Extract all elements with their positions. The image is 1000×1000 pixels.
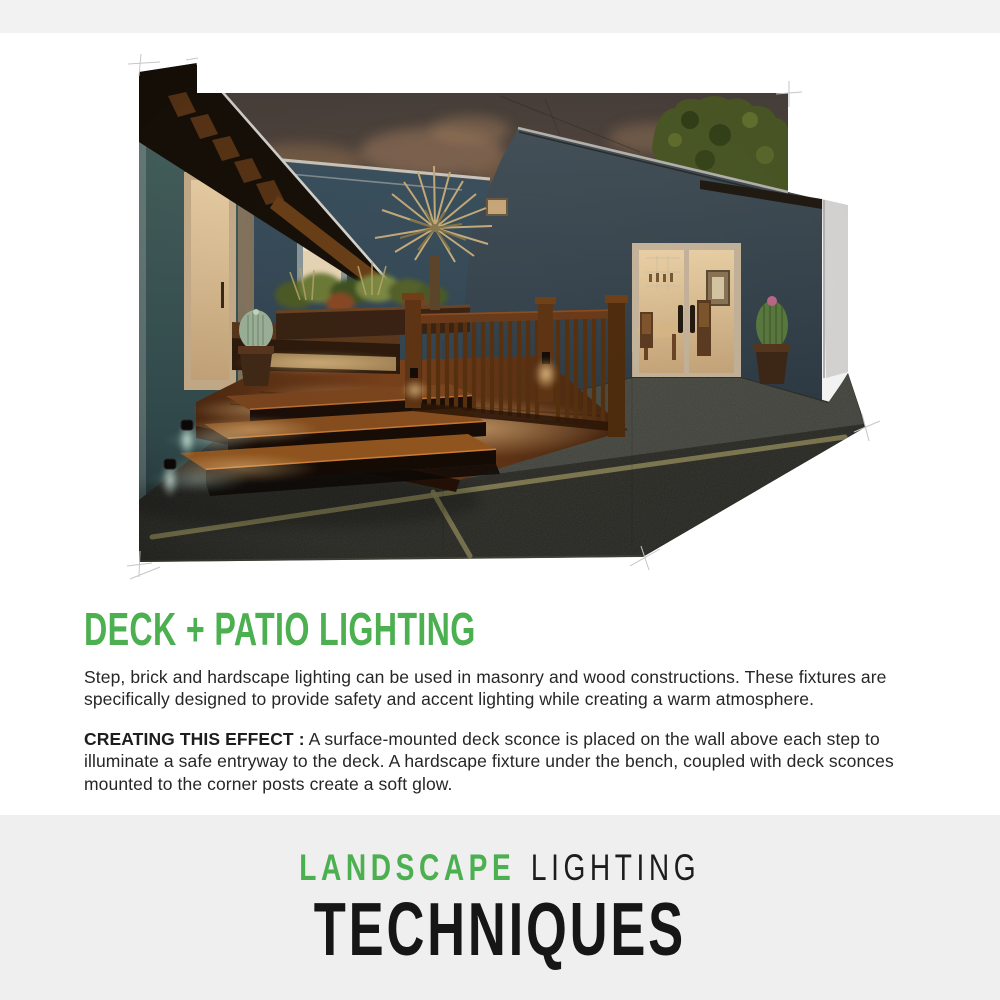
brand-line-2: [313, 887, 687, 971]
vignette-overlay: [139, 60, 870, 565]
brand-word-techniques: TECHNIQUES: [313, 887, 687, 971]
brand-footer: [0, 815, 1000, 1000]
effect-text: A surface-mounted deck sconce is placed on the wall above each step to illuminate a safe entryway to the deck. A hardscape fixture under the bench, coupled with deck sconces mounted to the corner posts create a soft glow.: [84, 728, 894, 794]
effect-paragraph: [84, 728, 932, 795]
section-heading: [84, 603, 932, 655]
brand-word-lighting: LIGHTING: [531, 847, 701, 888]
effect-label: CREATING THIS EFFECT :: [84, 728, 305, 749]
brand-word-landscape: LANDSCAPE: [299, 847, 516, 888]
description-section: [84, 603, 932, 795]
brand-line-1: [300, 849, 701, 886]
intro-paragraph: Step, brick and hardscape lighting can be used in masonry and wood constructions. These fixtures are specifically designed to provide safety and accent lighting while creating a warm atmosphere.: [84, 667, 887, 710]
section-heading-text: DECK + PATIO LIGHTING: [84, 603, 476, 655]
